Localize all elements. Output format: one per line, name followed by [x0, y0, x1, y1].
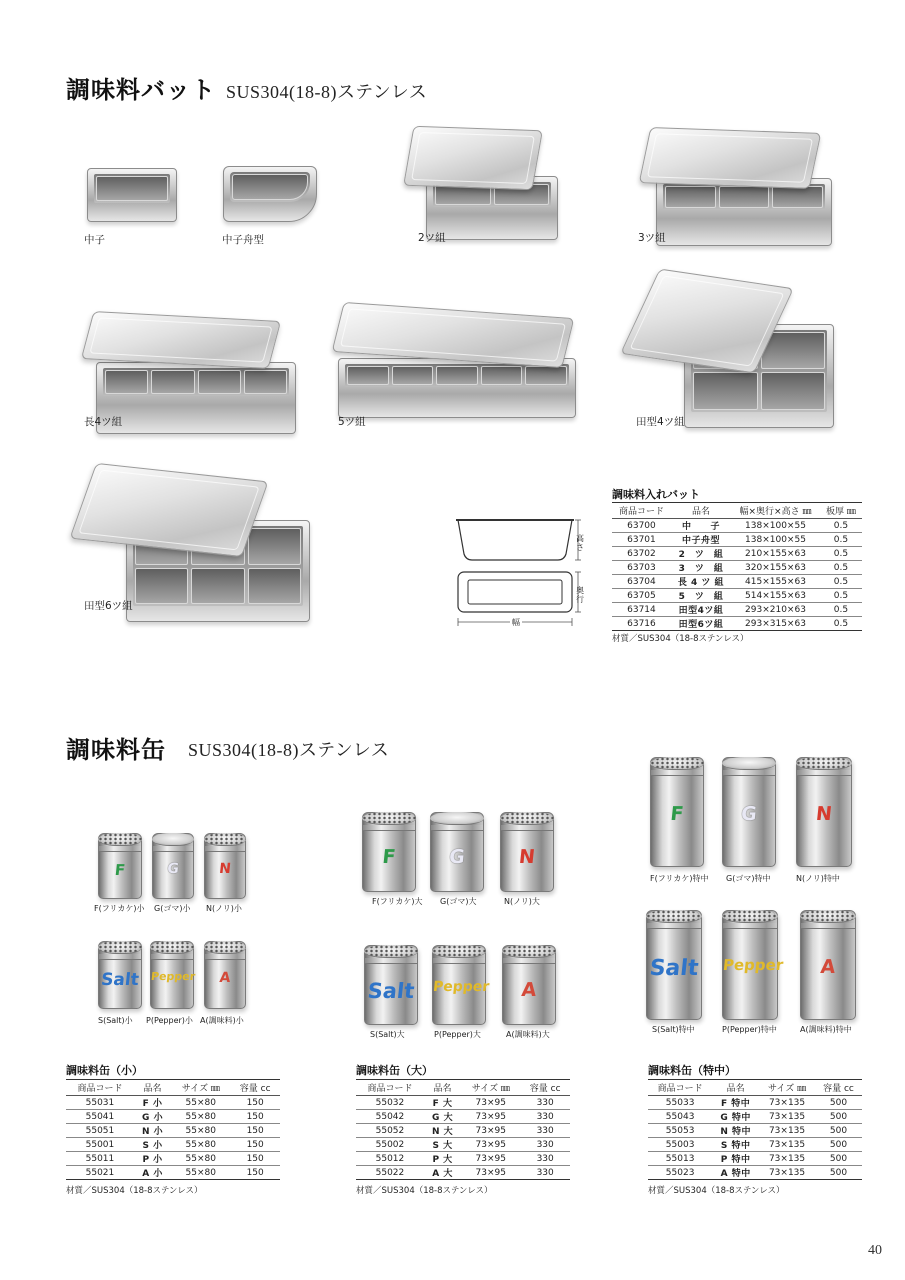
can-mark: F: [381, 845, 397, 868]
can-lid: [796, 757, 852, 770]
cell-size: 73×95: [461, 1124, 520, 1138]
seasoning-can-image: [650, 757, 704, 867]
can-band: [797, 770, 851, 776]
can-caption: S(Salt)小: [98, 1016, 133, 1025]
product-image-5-compartment: [330, 304, 578, 418]
can-caption: N(ノリ)大: [504, 897, 540, 906]
seasoning-can-image: [98, 833, 142, 899]
can-band: [99, 954, 141, 960]
spec-table-can-small: [66, 1079, 280, 1180]
can-caption: F(フリカケ)特中: [650, 874, 709, 883]
can-mark: Salt: [366, 978, 416, 1003]
product-caption: 長4ツ組: [84, 416, 123, 428]
cell-thickness: 0.5: [820, 617, 862, 631]
can-mark: A: [819, 956, 837, 979]
dimension-diagram: [452, 512, 592, 636]
table-title: 調味料缶（特中）: [648, 1064, 736, 1077]
cell-code: 55003: [648, 1138, 712, 1152]
seasoning-can-image: [98, 941, 142, 1009]
table-title: 調味料入れバット: [612, 488, 700, 501]
cell-capacity: 150: [230, 1110, 280, 1124]
cell-name: 5 ツ 組: [671, 589, 731, 603]
product-caption: 中子: [84, 234, 105, 246]
cell-code: 55001: [66, 1138, 134, 1152]
cell-capacity: 150: [230, 1096, 280, 1110]
cell-size: 293×315×63: [731, 617, 820, 631]
cell-thickness: 0.5: [820, 547, 862, 561]
can-mark: A: [218, 969, 232, 986]
cell-size: 73×135: [759, 1124, 815, 1138]
can-mark: F: [113, 860, 127, 879]
cell-code: 55051: [66, 1124, 134, 1138]
cell-size: 73×95: [461, 1166, 520, 1180]
column-header: サイズ ㎜: [461, 1080, 520, 1096]
table-row: [356, 1152, 570, 1166]
cell-name: N 大: [424, 1124, 461, 1138]
can-band: [723, 923, 777, 929]
column-header: 品名: [671, 503, 731, 519]
cell-capacity: 500: [815, 1152, 862, 1166]
cell-capacity: 330: [520, 1138, 570, 1152]
cell-name: S 大: [424, 1138, 461, 1152]
table-row: [648, 1152, 862, 1166]
cell-capacity: 330: [520, 1166, 570, 1180]
column-header: 品名: [424, 1080, 461, 1096]
dimension-label-height: 高さ: [576, 534, 584, 552]
column-header: 商品コード: [356, 1080, 424, 1096]
cell-name: P 特中: [712, 1152, 759, 1166]
cell-capacity: 500: [815, 1110, 862, 1124]
can-mark: Salt: [648, 956, 700, 982]
material-note: 材質／SUS304（18-8ステンレス）: [66, 1186, 203, 1196]
can-band: [651, 770, 703, 776]
cell-name: A 小: [134, 1166, 171, 1180]
cell-size: 73×135: [759, 1152, 815, 1166]
cell-capacity: 500: [815, 1124, 862, 1138]
cell-capacity: 330: [520, 1124, 570, 1138]
can-lid: [150, 941, 194, 954]
column-header: 商品コード: [66, 1080, 134, 1096]
can-lid: [204, 941, 246, 954]
cell-capacity: 150: [230, 1138, 280, 1152]
product-image-2-compartment: [404, 124, 560, 242]
table-row: [648, 1124, 862, 1138]
cell-thickness: 0.5: [820, 519, 862, 533]
cell-size: 293×210×63: [731, 603, 820, 617]
seasoning-can-image: [646, 910, 702, 1020]
can-lid: [646, 910, 702, 923]
can-caption: A(調味料)大: [506, 1030, 550, 1039]
can-caption: A(調味料)特中: [800, 1025, 852, 1034]
cell-capacity: 330: [520, 1152, 570, 1166]
spec-table-tray: [612, 502, 862, 631]
table-row: [648, 1138, 862, 1152]
cell-size: 73×135: [759, 1110, 815, 1124]
column-header: サイズ ㎜: [171, 1080, 230, 1096]
column-header: 容量 cc: [520, 1080, 570, 1096]
cell-code: 63702: [612, 547, 671, 561]
cell-size: 55×80: [171, 1152, 230, 1166]
cell-capacity: 500: [815, 1166, 862, 1180]
cell-name: S 特中: [712, 1138, 759, 1152]
seasoning-can-image: [800, 910, 856, 1020]
seasoning-can-image: [722, 757, 776, 867]
can-lid: [98, 941, 142, 954]
column-header: 品名: [712, 1080, 759, 1096]
cell-size: 55×80: [171, 1124, 230, 1138]
cell-code: 55013: [648, 1152, 712, 1166]
can-lid: [502, 945, 556, 958]
column-header: 板厚 ㎜: [820, 503, 862, 519]
can-band: [153, 846, 193, 852]
can-band: [151, 954, 193, 960]
cell-code: 63700: [612, 519, 671, 533]
table-row: [356, 1096, 570, 1110]
can-band: [433, 958, 485, 964]
table-row: [356, 1138, 570, 1152]
table-row: [66, 1138, 280, 1152]
section-title-seasoning-tray: 調味料バット: [66, 76, 216, 104]
table-row: [356, 1166, 570, 1180]
cell-name: F 大: [424, 1096, 461, 1110]
can-band: [501, 825, 553, 831]
table-row: [356, 1110, 570, 1124]
can-caption: S(Salt)大: [370, 1030, 405, 1039]
seasoning-can-image: [204, 833, 246, 899]
table-row: [612, 533, 862, 547]
cell-capacity: 150: [230, 1166, 280, 1180]
cell-name: A 大: [424, 1166, 461, 1180]
table-row: [612, 575, 862, 589]
cell-capacity: 500: [815, 1138, 862, 1152]
can-mark: G: [166, 860, 180, 877]
can-caption: P(Pepper)特中: [722, 1025, 777, 1034]
can-band: [205, 954, 245, 960]
can-lid: [800, 910, 856, 923]
can-caption: N(ノリ)特中: [796, 874, 840, 883]
can-lid: [432, 945, 486, 958]
cell-size: 138×100×55: [731, 519, 820, 533]
seasoning-can-image: [204, 941, 246, 1009]
can-mark: N: [218, 860, 232, 877]
can-mark: Pepper: [722, 956, 785, 975]
table-title: 調味料缶（大）: [356, 1064, 433, 1077]
cell-size: 55×80: [171, 1096, 230, 1110]
cell-code: 55042: [356, 1110, 424, 1124]
cell-name: A 特中: [712, 1166, 759, 1180]
cell-code: 63714: [612, 603, 671, 617]
can-caption: N(ノリ)小: [206, 904, 242, 913]
cell-code: 55052: [356, 1124, 424, 1138]
can-caption: G(ゴマ)特中: [726, 874, 771, 883]
cell-size: 514×155×63: [731, 589, 820, 603]
can-caption: S(Salt)特中: [652, 1025, 695, 1034]
cell-thickness: 0.5: [820, 575, 862, 589]
table-row: [66, 1096, 280, 1110]
can-mark: F: [669, 803, 685, 826]
cell-size: 73×95: [461, 1138, 520, 1152]
table-row: [612, 617, 862, 631]
can-lid: [364, 945, 418, 958]
can-caption: P(Pepper)大: [434, 1030, 481, 1039]
cell-code: 55032: [356, 1096, 424, 1110]
can-caption: P(Pepper)小: [146, 1016, 193, 1025]
cell-size: 73×95: [461, 1096, 520, 1110]
seasoning-can-image: [432, 945, 491, 1025]
seasoning-can-image: [150, 941, 194, 1009]
column-header: 幅×奥行×高さ ㎜: [731, 503, 820, 519]
column-header: サイズ ㎜: [759, 1080, 815, 1096]
seasoning-can-image: [796, 757, 852, 867]
cell-size: 55×80: [171, 1166, 230, 1180]
table-row: [612, 589, 862, 603]
can-mark: Pepper: [150, 969, 196, 983]
cell-name: 2 ツ 組: [671, 547, 731, 561]
product-image-nakago-funagata: [218, 160, 322, 228]
seasoning-can-image: [364, 945, 418, 1025]
dimension-label-width: 幅: [512, 618, 520, 627]
can-mark: Pepper: [432, 978, 491, 995]
can-mark: A: [520, 978, 538, 1001]
table-title: 調味料缶（小）: [66, 1064, 143, 1077]
product-caption: 田型4ツ組: [636, 416, 685, 428]
cell-size: 73×135: [759, 1096, 815, 1110]
can-band: [99, 846, 141, 852]
cell-thickness: 0.5: [820, 589, 862, 603]
cell-capacity: 150: [230, 1124, 280, 1138]
cell-thickness: 0.5: [820, 561, 862, 575]
can-lid: [722, 757, 776, 770]
product-image-3-compartment: [640, 126, 836, 250]
material-note: 材質／SUS304（18-8ステンレス）: [356, 1186, 493, 1196]
table-row: [648, 1166, 862, 1180]
cell-size: 73×135: [759, 1166, 815, 1180]
can-lid: [650, 757, 704, 770]
cell-name: G 小: [134, 1110, 171, 1124]
can-caption: F(フリカケ)小: [94, 904, 145, 913]
cell-size: 320×155×63: [731, 561, 820, 575]
cell-capacity: 150: [230, 1152, 280, 1166]
cell-name: 中子舟型: [671, 533, 731, 547]
cell-name: 田型4ツ組: [671, 603, 731, 617]
table-row: [612, 519, 862, 533]
spec-table-can-special: [648, 1079, 862, 1180]
product-caption: 田型6ツ組: [84, 600, 133, 612]
can-mark: N: [517, 845, 537, 868]
product-caption: 5ツ組: [338, 416, 366, 428]
cell-name: P 大: [424, 1152, 461, 1166]
column-header: 容量 cc: [230, 1080, 280, 1096]
can-lid: [362, 812, 416, 825]
cell-size: 55×80: [171, 1110, 230, 1124]
table-row: [612, 547, 862, 561]
cell-size: 138×100×55: [731, 533, 820, 547]
can-band: [503, 958, 555, 964]
product-caption: 3ツ組: [638, 232, 666, 244]
seasoning-can-image: [502, 945, 556, 1025]
cell-size: 55×80: [171, 1138, 230, 1152]
can-lid: [430, 812, 484, 825]
cell-name: S 小: [134, 1138, 171, 1152]
can-caption: G(ゴマ)大: [440, 897, 477, 906]
can-mark: Salt: [100, 969, 140, 990]
can-mark: G: [740, 803, 758, 826]
cell-name: N 特中: [712, 1124, 759, 1138]
page-number: 40: [868, 1243, 882, 1258]
column-header: 商品コード: [612, 503, 671, 519]
cell-capacity: 330: [520, 1110, 570, 1124]
cell-name: N 小: [134, 1124, 171, 1138]
cell-thickness: 0.5: [820, 533, 862, 547]
can-lid: [98, 833, 142, 846]
product-caption: 中子舟型: [222, 234, 264, 246]
table-row: [612, 603, 862, 617]
column-header: 商品コード: [648, 1080, 712, 1096]
can-band: [365, 958, 417, 964]
cell-code: 55023: [648, 1166, 712, 1180]
can-band: [205, 846, 245, 852]
can-band: [647, 923, 701, 929]
material-note: 材質／SUS304（18-8ステンレス）: [612, 634, 749, 644]
section-title-seasoning-can: 調味料缶: [66, 736, 166, 764]
table-row: [612, 561, 862, 575]
cell-code: 55033: [648, 1096, 712, 1110]
table-row: [66, 1166, 280, 1180]
cell-size: 415×155×63: [731, 575, 820, 589]
product-caption: 2ツ組: [418, 232, 446, 244]
table-row: [648, 1110, 862, 1124]
cell-name: 3 ツ 組: [671, 561, 731, 575]
cell-code: 55053: [648, 1124, 712, 1138]
cell-name: F 特中: [712, 1096, 759, 1110]
table-row: [66, 1152, 280, 1166]
cell-code: 55012: [356, 1152, 424, 1166]
cell-code: 55043: [648, 1110, 712, 1124]
seasoning-can-image: [722, 910, 785, 1020]
cell-code: 63701: [612, 533, 671, 547]
cell-name: 長 4 ツ 組: [671, 575, 731, 589]
can-caption: A(調味料)小: [200, 1016, 244, 1025]
table-row: [66, 1124, 280, 1138]
cell-size: 73×95: [461, 1110, 520, 1124]
cell-size: 73×135: [759, 1138, 815, 1152]
can-band: [801, 923, 855, 929]
table-row: [648, 1096, 862, 1110]
product-image-nakago: [82, 160, 180, 226]
can-lid: [500, 812, 554, 825]
spec-table-can-large: [356, 1079, 570, 1180]
can-mark: G: [448, 845, 466, 868]
can-band: [431, 825, 483, 831]
cell-code: 63704: [612, 575, 671, 589]
can-lid: [152, 833, 194, 846]
cell-capacity: 330: [520, 1096, 570, 1110]
cell-code: 63705: [612, 589, 671, 603]
can-lid: [204, 833, 246, 846]
section-subtitle-material: SUS304(18-8)ステンレス: [226, 82, 428, 102]
cell-name: F 小: [134, 1096, 171, 1110]
cell-name: P 小: [134, 1152, 171, 1166]
cell-code: 55041: [66, 1110, 134, 1124]
product-image-grid-4-compartment: [632, 274, 836, 432]
cell-name: 中 子: [671, 519, 731, 533]
can-band: [363, 825, 415, 831]
can-band: [723, 770, 775, 776]
can-mark: N: [814, 803, 834, 826]
cell-code: 55021: [66, 1166, 134, 1180]
table-row: [66, 1110, 280, 1124]
material-note: 材質／SUS304（18-8ステンレス）: [648, 1186, 785, 1196]
table-row: [356, 1124, 570, 1138]
seasoning-can-image: [430, 812, 484, 892]
cell-name: G 特中: [712, 1110, 759, 1124]
cell-name: G 大: [424, 1110, 461, 1124]
cell-code: 55011: [66, 1152, 134, 1166]
column-header: 容量 cc: [815, 1080, 862, 1096]
seasoning-can-image: [500, 812, 554, 892]
cell-name: 田型6ツ組: [671, 617, 731, 631]
cell-capacity: 500: [815, 1096, 862, 1110]
can-caption: F(フリカケ)大: [372, 897, 423, 906]
cell-size: 73×95: [461, 1152, 520, 1166]
cell-thickness: 0.5: [820, 603, 862, 617]
seasoning-can-image: [362, 812, 416, 892]
cell-code: 55002: [356, 1138, 424, 1152]
cell-code: 63703: [612, 561, 671, 575]
column-header: 品名: [134, 1080, 171, 1096]
can-lid: [722, 910, 778, 923]
cell-code: 55022: [356, 1166, 424, 1180]
section-subtitle-material: SUS304(18-8)ステンレス: [188, 740, 390, 760]
seasoning-can-image: [152, 833, 194, 899]
can-caption: G(ゴマ)小: [154, 904, 191, 913]
cell-code: 63716: [612, 617, 671, 631]
dimension-label-depth: 奥行: [576, 586, 584, 604]
cell-code: 55031: [66, 1096, 134, 1110]
cell-size: 210×155×63: [731, 547, 820, 561]
